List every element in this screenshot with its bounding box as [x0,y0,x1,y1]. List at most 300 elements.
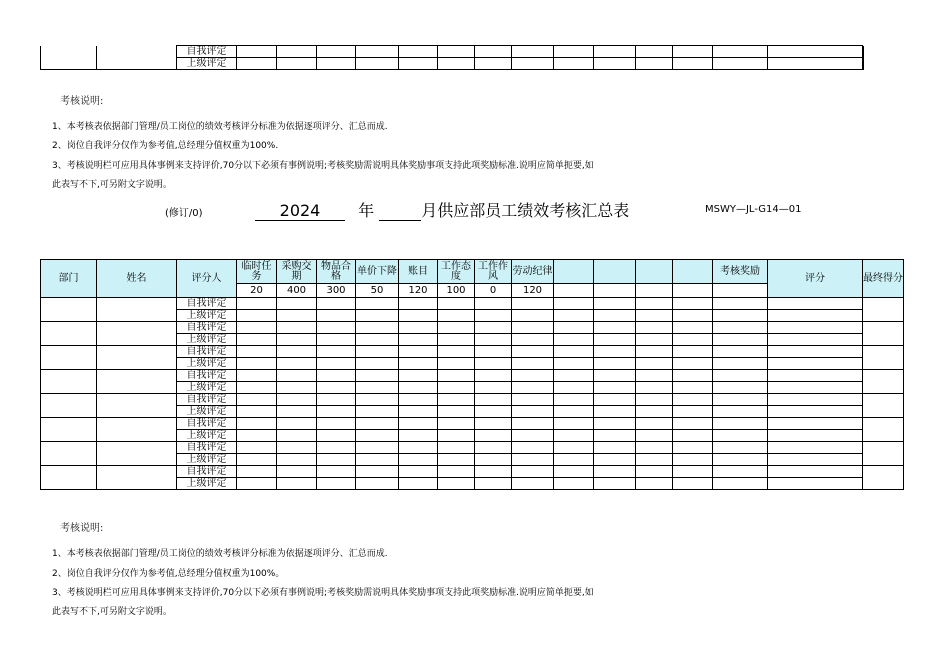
item-score-cell[interactable] [673,370,713,382]
item-score-cell[interactable] [594,334,636,346]
item-score-cell[interactable] [673,334,713,346]
item-score-cell[interactable] [475,466,512,478]
item-score-cell[interactable] [277,454,317,466]
item-score-cell[interactable] [317,418,356,430]
item-score-cell[interactable] [713,466,768,478]
item-score-cell[interactable] [399,418,438,430]
final-score-cell[interactable] [863,442,904,466]
item-score-cell[interactable] [554,478,594,490]
item-score-cell[interactable] [594,394,636,406]
item-score-cell[interactable] [636,394,673,406]
rater-label: 上级评定 [177,358,237,370]
dept-cell[interactable] [41,298,97,322]
item-score-cell[interactable] [237,406,277,418]
item-score-cell[interactable] [554,418,594,430]
item-score-cell[interactable] [673,298,713,310]
top-item-cell[interactable] [399,58,438,70]
item-score-cell[interactable] [399,454,438,466]
top-item-cell[interactable] [554,46,594,58]
item-score-cell[interactable] [438,430,475,442]
item-score-cell[interactable] [475,346,512,358]
header-item-9 [594,260,636,284]
item-score-cell[interactable] [713,382,768,394]
dept-cell[interactable] [41,442,97,466]
item-score-cell[interactable] [317,358,356,370]
top-item-cell[interactable] [399,46,438,58]
top-item-cell[interactable] [317,58,356,70]
score-cell[interactable] [768,478,863,490]
top-item-cell[interactable] [673,58,713,70]
title-year-suffix: 年 [358,201,375,220]
score-cell[interactable] [768,430,863,442]
dept-cell[interactable] [41,370,97,394]
item-score-cell[interactable] [317,454,356,466]
item-score-cell[interactable] [673,418,713,430]
item-score-cell[interactable] [475,394,512,406]
item-score-cell[interactable] [399,358,438,370]
item-score-cell[interactable] [636,406,673,418]
top-item-cell[interactable] [475,46,512,58]
item-score-cell[interactable] [438,334,475,346]
score-cell[interactable] [768,418,863,430]
item-score-cell[interactable] [237,454,277,466]
item-score-cell[interactable] [673,442,713,454]
item-score-cell[interactable] [356,346,399,358]
item-score-cell[interactable] [673,430,713,442]
item-score-cell[interactable] [237,370,277,382]
item-score-cell[interactable] [673,382,713,394]
top-item-cell[interactable] [438,58,475,70]
item-score-cell[interactable] [317,442,356,454]
item-score-cell[interactable] [237,358,277,370]
header-item-10 [636,260,673,284]
item-score-cell[interactable] [713,334,768,346]
item-score-cell[interactable] [237,466,277,478]
top-item-cell[interactable] [554,58,594,70]
item-score-cell[interactable] [713,478,768,490]
item-score-cell[interactable] [399,322,438,334]
item-score-cell[interactable] [475,310,512,322]
weight-cell-6: 0 [475,284,512,298]
item-score-cell[interactable] [277,442,317,454]
item-score-cell[interactable] [594,454,636,466]
score-cell[interactable] [768,346,863,358]
dept-cell[interactable] [41,346,97,370]
item-score-cell[interactable] [594,382,636,394]
item-score-cell[interactable] [317,346,356,358]
item-score-cell[interactable] [438,322,475,334]
item-score-cell[interactable] [438,454,475,466]
item-score-cell[interactable] [438,418,475,430]
item-score-cell[interactable] [277,346,317,358]
rater-label: 自我评定 [177,370,237,382]
item-score-cell[interactable] [713,370,768,382]
item-score-cell[interactable] [438,442,475,454]
item-score-cell[interactable] [594,430,636,442]
item-score-cell[interactable] [713,298,768,310]
score-cell[interactable] [768,382,863,394]
final-score-cell[interactable] [863,394,904,418]
item-score-cell[interactable] [636,478,673,490]
title-month-blank [379,201,421,221]
item-score-cell[interactable] [237,394,277,406]
item-score-cell[interactable] [673,394,713,406]
table-row [41,298,904,310]
score-cell[interactable] [768,322,863,334]
item-score-cell[interactable] [713,394,768,406]
item-score-cell[interactable] [673,358,713,370]
item-score-cell[interactable] [636,454,673,466]
item-score-cell[interactable] [399,478,438,490]
top-item-cell[interactable] [237,46,277,58]
item-score-cell[interactable] [713,442,768,454]
item-score-cell[interactable] [399,442,438,454]
item-score-cell[interactable] [594,358,636,370]
item-score-cell[interactable] [399,298,438,310]
final-score-cell[interactable] [863,418,904,442]
item-score-cell[interactable] [554,442,594,454]
item-score-cell[interactable] [237,310,277,322]
item-score-cell[interactable] [554,346,594,358]
item-score-cell[interactable] [512,358,554,370]
item-score-cell[interactable] [713,322,768,334]
item-score-cell[interactable] [636,334,673,346]
item-score-cell[interactable] [399,310,438,322]
top-item-cell[interactable] [277,58,317,70]
item-score-cell[interactable] [713,346,768,358]
item-score-cell[interactable] [438,382,475,394]
top-table-fragment [40,45,864,70]
item-score-cell[interactable] [317,466,356,478]
rater-label: 上级评定 [177,334,237,346]
dept-cell[interactable] [41,322,97,346]
item-score-cell[interactable] [475,442,512,454]
item-score-cell[interactable] [636,298,673,310]
table-row [41,442,904,454]
item-score-cell[interactable] [594,466,636,478]
item-score-cell[interactable] [512,334,554,346]
item-score-cell[interactable] [399,394,438,406]
item-score-cell[interactable] [554,334,594,346]
item-score-cell[interactable] [475,382,512,394]
item-score-cell[interactable] [399,406,438,418]
item-score-cell[interactable] [636,382,673,394]
item-score-cell[interactable] [317,430,356,442]
item-score-cell[interactable] [475,454,512,466]
score-cell[interactable] [768,358,863,370]
item-score-cell[interactable] [594,370,636,382]
item-score-cell[interactable] [237,430,277,442]
item-score-cell[interactable] [237,298,277,310]
item-score-cell[interactable] [512,346,554,358]
item-score-cell[interactable] [554,466,594,478]
name-cell[interactable] [97,298,177,322]
item-score-cell[interactable] [277,478,317,490]
item-score-cell[interactable] [356,418,399,430]
top-item-cell[interactable] [636,58,673,70]
item-score-cell[interactable] [713,418,768,430]
top-item-cell[interactable] [237,58,277,70]
item-score-cell[interactable] [356,334,399,346]
item-score-cell[interactable] [356,322,399,334]
item-score-cell[interactable] [277,382,317,394]
item-score-cell[interactable] [594,322,636,334]
top-item-cell[interactable] [713,58,768,70]
item-score-cell[interactable] [512,298,554,310]
item-score-cell[interactable] [554,358,594,370]
item-score-cell[interactable] [399,346,438,358]
item-score-cell[interactable] [356,454,399,466]
item-score-cell[interactable] [636,466,673,478]
item-score-cell[interactable] [277,298,317,310]
item-score-cell[interactable] [512,322,554,334]
final-score-cell[interactable] [863,370,904,394]
item-score-cell[interactable] [475,334,512,346]
rater-label: 上级评定 [177,478,237,490]
final-score-cell[interactable] [863,346,904,370]
item-score-cell[interactable] [438,310,475,322]
item-score-cell[interactable] [317,322,356,334]
item-score-cell[interactable] [277,394,317,406]
rater-label: 自我评定 [177,442,237,454]
final-score-cell[interactable] [863,298,904,322]
item-score-cell[interactable] [594,310,636,322]
item-score-cell[interactable] [277,430,317,442]
item-score-cell[interactable] [594,418,636,430]
item-score-cell[interactable] [277,334,317,346]
item-score-cell[interactable] [673,322,713,334]
item-score-cell[interactable] [475,430,512,442]
top-score-cell[interactable] [768,46,863,58]
top-item-cell[interactable] [594,58,636,70]
score-cell[interactable] [768,310,863,322]
notes-top-line-3: 3、考核说明栏可应用具体事例来支持评价,70分以下必须有事例说明;考核奖励需说明具体奖励事项支持此项奖励标准.说明应简单扼要,如 [52,161,594,171]
item-score-cell[interactable] [554,382,594,394]
item-score-cell[interactable] [399,382,438,394]
item-score-cell[interactable] [399,370,438,382]
item-score-cell[interactable] [356,370,399,382]
item-score-cell[interactable] [554,454,594,466]
item-score-cell[interactable] [594,406,636,418]
name-cell[interactable] [97,466,177,490]
item-score-cell[interactable] [317,298,356,310]
item-score-cell[interactable] [512,418,554,430]
item-score-cell[interactable] [356,478,399,490]
title-year: 2024 [255,201,345,221]
item-score-cell[interactable] [438,346,475,358]
name-cell[interactable] [97,394,177,418]
item-score-cell[interactable] [475,370,512,382]
item-score-cell[interactable] [399,334,438,346]
item-score-cell[interactable] [636,358,673,370]
name-cell[interactable] [97,418,177,442]
item-score-cell[interactable] [356,430,399,442]
name-cell[interactable] [97,370,177,394]
final-score-cell[interactable] [863,322,904,346]
score-cell[interactable] [768,334,863,346]
item-score-cell[interactable] [277,310,317,322]
item-score-cell[interactable] [356,382,399,394]
final-score-cell[interactable] [863,466,904,490]
item-score-cell[interactable] [475,298,512,310]
item-score-cell[interactable] [594,478,636,490]
score-cell[interactable] [768,442,863,454]
top-rater-label: 上级评定 [177,58,237,70]
item-score-cell[interactable] [399,466,438,478]
top-item-cell[interactable] [356,46,399,58]
item-score-cell[interactable] [475,418,512,430]
item-score-cell[interactable] [237,322,277,334]
top-item-cell[interactable] [594,46,636,58]
item-score-cell[interactable] [237,346,277,358]
item-score-cell[interactable] [356,466,399,478]
score-cell[interactable] [768,298,863,310]
item-score-cell[interactable] [475,358,512,370]
item-score-cell[interactable] [636,322,673,334]
item-score-cell[interactable] [237,478,277,490]
item-score-cell[interactable] [277,358,317,370]
item-score-cell[interactable] [713,454,768,466]
item-score-cell[interactable] [317,394,356,406]
item-score-cell[interactable] [636,310,673,322]
item-score-cell[interactable] [554,322,594,334]
item-score-cell[interactable] [237,334,277,346]
item-score-cell[interactable] [673,406,713,418]
item-score-cell[interactable] [237,418,277,430]
item-score-cell[interactable] [594,442,636,454]
header-rater: 评分人 [177,260,237,298]
item-score-cell[interactable] [356,442,399,454]
score-cell[interactable] [768,406,863,418]
item-score-cell[interactable] [673,310,713,322]
item-score-cell[interactable] [438,370,475,382]
top-item-cell[interactable] [512,58,554,70]
item-score-cell[interactable] [356,406,399,418]
score-cell[interactable] [768,454,863,466]
item-score-cell[interactable] [673,466,713,478]
header-final: 最终得分 [863,260,904,298]
name-cell[interactable] [97,322,177,346]
item-score-cell[interactable] [356,310,399,322]
item-score-cell[interactable] [636,442,673,454]
top-item-cell[interactable] [512,46,554,58]
score-cell[interactable] [768,466,863,478]
item-score-cell[interactable] [237,382,277,394]
item-score-cell[interactable] [356,358,399,370]
item-score-cell[interactable] [554,310,594,322]
item-score-cell[interactable] [554,370,594,382]
item-score-cell[interactable] [317,406,356,418]
item-score-cell[interactable] [317,478,356,490]
item-score-cell[interactable] [277,406,317,418]
item-score-cell[interactable] [438,466,475,478]
item-score-cell[interactable] [713,430,768,442]
dept-cell[interactable] [41,394,97,418]
top-item-cell[interactable] [356,58,399,70]
top-item-cell[interactable] [713,46,768,58]
top-score-cell[interactable] [768,58,863,70]
item-score-cell[interactable] [673,454,713,466]
score-cell[interactable] [768,370,863,382]
item-score-cell[interactable] [356,394,399,406]
item-score-cell[interactable] [512,406,554,418]
item-score-cell[interactable] [512,382,554,394]
item-score-cell[interactable] [554,394,594,406]
item-score-cell[interactable] [636,430,673,442]
item-score-cell[interactable] [512,310,554,322]
dept-cell[interactable] [41,466,97,490]
item-score-cell[interactable] [636,370,673,382]
item-score-cell[interactable] [713,406,768,418]
item-score-cell[interactable] [277,370,317,382]
item-score-cell[interactable] [512,394,554,406]
item-score-cell[interactable] [438,406,475,418]
item-score-cell[interactable] [512,466,554,478]
item-score-cell[interactable] [594,298,636,310]
item-score-cell[interactable] [673,346,713,358]
table-row [41,322,904,334]
item-score-cell[interactable] [713,310,768,322]
item-score-cell[interactable] [356,298,399,310]
item-score-cell[interactable] [554,430,594,442]
item-score-cell[interactable] [438,394,475,406]
item-score-cell[interactable] [317,382,356,394]
item-score-cell[interactable] [438,358,475,370]
top-item-cell[interactable] [673,46,713,58]
name-cell[interactable] [97,346,177,370]
item-score-cell[interactable] [438,478,475,490]
item-score-cell[interactable] [554,298,594,310]
item-score-cell[interactable] [636,346,673,358]
item-score-cell[interactable] [713,358,768,370]
top-item-cell[interactable] [438,46,475,58]
top-item-cell[interactable] [475,58,512,70]
item-score-cell[interactable] [317,370,356,382]
item-score-cell[interactable] [636,418,673,430]
rater-label: 上级评定 [177,454,237,466]
item-score-cell[interactable] [438,298,475,310]
item-score-cell[interactable] [475,406,512,418]
item-score-cell[interactable] [512,370,554,382]
item-score-cell[interactable] [277,418,317,430]
item-score-cell[interactable] [512,454,554,466]
item-score-cell[interactable] [554,406,594,418]
top-item-cell[interactable] [277,46,317,58]
top-item-cell[interactable] [317,46,356,58]
item-score-cell[interactable] [512,442,554,454]
weight-cell-8 [554,284,594,298]
notes-bottom-title: 考核说明: [60,523,104,534]
item-score-cell[interactable] [594,346,636,358]
item-score-cell[interactable] [475,478,512,490]
item-score-cell[interactable] [399,430,438,442]
item-score-cell[interactable] [317,310,356,322]
item-score-cell[interactable] [512,478,554,490]
top-final-cell [863,46,864,70]
item-score-cell[interactable] [237,442,277,454]
top-item-cell[interactable] [636,46,673,58]
item-score-cell[interactable] [317,334,356,346]
name-cell[interactable] [97,442,177,466]
item-score-cell[interactable] [512,430,554,442]
item-score-cell[interactable] [277,322,317,334]
item-score-cell[interactable] [673,478,713,490]
dept-cell[interactable] [41,418,97,442]
weight-cell-1: 400 [277,284,317,298]
item-score-cell[interactable] [277,466,317,478]
score-cell[interactable] [768,394,863,406]
item-score-cell[interactable] [475,322,512,334]
